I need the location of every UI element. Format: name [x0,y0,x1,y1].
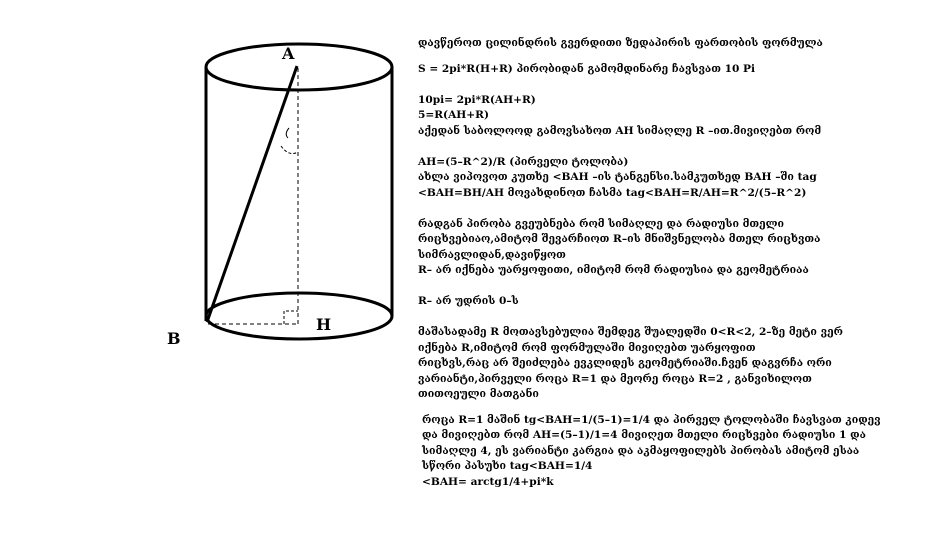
right-angle-mark [284,311,298,324]
solution-line: იქნება R,იმიტომ რომ ფორმულაში მივიღებთ უარყოფით [418,341,756,354]
cylinder-bottom-base [206,293,392,339]
label-h: H [316,315,332,334]
solution-line: ვარიანტი,პირველი როცა R=1 და მეორე როცა R=2 , განვიხილოთ [418,372,812,385]
solution-line: თითოეული მათგანი [418,388,539,400]
solution-line: 5=R(AH+R) [418,109,489,121]
solution-line: სიმაღლე 4, ეს ვარიანტი კარგია და აკმაყოფილებს პირობას ამიტომ ესაა [422,444,860,457]
solution-line: <BAH= arctg1/4+pi*k [422,475,554,488]
solution-line: <BAH=BH/AH მოვახდინოთ ჩასმა tag<BAH=R/AH=R^2/(5–R^2) [418,186,807,199]
solution-line: ახლა ვიპოვოთ კუთხე <BAH –ის ტანგენსი.სამკუთხედ BAH –ში tag [418,171,817,183]
solution-line: სწორი პასუხი tag<BAH=1/4 [422,460,593,472]
angle-arc-a [281,146,298,154]
solution-text [418,36,930,490]
cylinder-top-base [206,44,392,90]
solution-line: რიცხვებიაო,ამიტომ შევარჩიოთ R–ის მნიშვნელობა მთელ რიცხვთა [418,233,821,245]
solution-line: დავწეროთ ცილინდრის გვერდითი ზედაპირის ფართობის ფორმულა [418,37,823,49]
label-a: A [282,44,295,63]
solution-line: რადგან პირობა გვეუბნება რომ სიმაღლე და რადიუსი მთელი [418,217,784,230]
angle-symbol [286,128,289,138]
solution-line: სიმრავლიდან,დავიწყოთ [418,248,566,261]
solution-line: მაშასადამე R მოთავსებულია შემდეგ შუალედში 0<R<2, 2–ზე მეტი ვერ [418,326,843,338]
solution-line: 10pi= 2pi*R(AH+R) [418,93,536,106]
cylinder-diagram [0,0,410,542]
solution-line: აქედან საბოლოოდ გამოვსახოთ AH სიმაღლე R –ით.მივიღებთ რომ [418,124,822,137]
solution-line: AH=(5–R^2)/R (პირველი ტოლობა) [418,155,629,168]
solution-line: S = 2pi*R(H+R) პირობიდან გამომდინარე ჩავსვათ 10 Pi [418,62,756,75]
solution-line: R– არ უდრის 0–ს [418,295,519,307]
segment-ab [207,66,297,322]
solution-line: და მივიღებთ რომ AH=(5–1)/1=4 მივიღეთ მთელი რიცხვები რადიუსი 1 და [422,429,866,441]
solution-line: R– არ იქნება უარყოფითი, იმიტომ რომ რადიუსია და გეომეტრიაა [418,264,809,276]
solution-line: რიცხვს,რაც არ შეიძლება ევკლიდეს გეომეტრიაში.ჩვენ დაგვრჩა ორი [418,357,832,369]
solution-line: როცა R=1 მაშინ tg<BAH=1/(5–1)=1/4 და პირველ ტოლობაში ჩავსვათ კიდევ [422,413,881,426]
label-b: B [167,329,181,348]
